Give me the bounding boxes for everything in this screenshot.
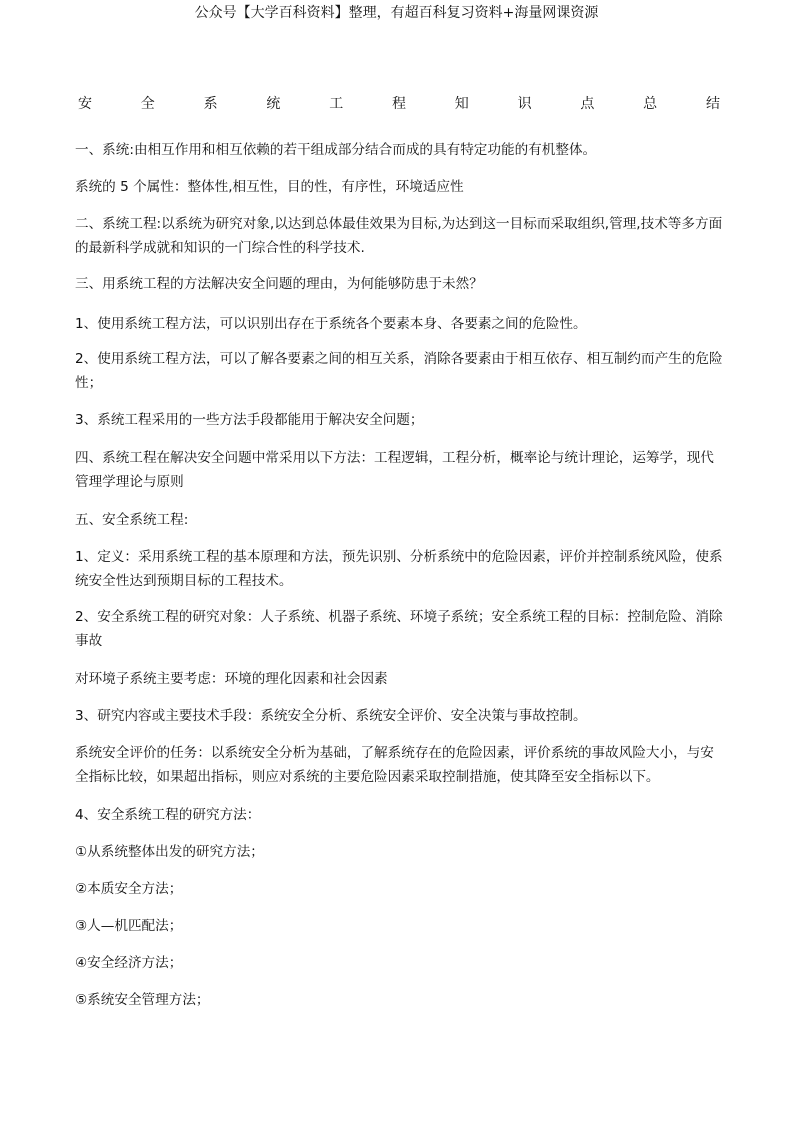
list-item: ②本质安全方法； — [75, 881, 183, 897]
paragraph: 五、安全系统工程: — [75, 512, 189, 528]
list-item: ④安全经济方法； — [75, 955, 183, 971]
paragraph: 3、系统工程采用的一些方法手段都能用于解决安全问题； — [75, 412, 424, 428]
title-char: 程 — [391, 96, 406, 112]
paragraph: 2、安全系统工程的研究对象：人子系统、机器子系统、环境子系统；安全系统工程的目标：控制危险、消除事故 — [75, 609, 723, 649]
list-item: ③人—机匹配法； — [75, 918, 183, 934]
title-char: 点 — [580, 96, 595, 112]
document-title — [78, 93, 720, 113]
paragraph: 一、系统:由相互作用和相互依赖的若干组成部分结合而成的具有特定功能的有机整体。 — [75, 142, 597, 158]
title-char: 系 — [203, 96, 218, 112]
paragraph: 1、定义：采用系统工程的基本原理和方法，预先识别、分析系统中的危险因素，评价并控制系统风险，使系统安全性达到预期目标的工程技术。 — [75, 549, 723, 589]
title-char: 知 — [454, 96, 469, 112]
paragraph: 系统安全评价的任务：以系统安全分析为基础，了解系统存在的危险因素，评价系统的事故风险大小，与安全指标比较，如果超出指标，则应对系统的主要危险因素采取控制措施，使其降至安全指标以下。 — [75, 745, 714, 785]
paragraph: 系统的 5 个属性：整体性,相互性，目的性，有序性，环境适应性 — [75, 179, 464, 195]
title-char: 全 — [140, 96, 155, 112]
page-header: 公众号【大学百科资料】整理，有超百科复习资料+海量网课资源 — [194, 5, 599, 21]
title-char: 结 — [705, 96, 720, 112]
paragraph: 对环境子系统主要考虑：环境的理化因素和社会因素 — [75, 671, 388, 687]
title-char: 统 — [266, 96, 281, 112]
title-char: 工 — [329, 96, 344, 112]
paragraph: 4、安全系统工程的研究方法： — [75, 807, 261, 823]
paragraph: 3、研究内容或主要技术手段：系统安全分析、系统安全评价、安全决策与事故控制。 — [75, 708, 587, 724]
paragraph: 三、用系统工程的方法解决安全问题的理由，为何能够防患于未然？ — [75, 276, 483, 292]
title-char: 安 — [78, 96, 92, 112]
title-char: 识 — [517, 96, 532, 112]
paragraph: 四、系统工程在解决安全问题中常采用以下方法：工程逻辑，工程分析，概率论与统计理论，运筹学，现代管理学理论与原则 — [75, 450, 714, 490]
paragraph: 二、系统工程:以系统为研究对象,以达到总体最佳效果为目标,为达到这一目标而采取组织,管理,技术等多方面的最新科学成就和知识的一门综合性的科学技术. — [75, 216, 723, 256]
title-char: 总 — [643, 96, 658, 112]
paragraph: 1、使用系统工程方法，可以识别出存在于系统各个要素本身、各要素之间的危险性。 — [75, 316, 587, 332]
paragraph: 2、使用系统工程方法，可以了解各要素之间的相互关系，消除各要素由于相互依存、相互制约而产生的危险性； — [75, 351, 723, 391]
list-item: ⑤系统安全管理方法； — [75, 992, 210, 1008]
list-item: ①从系统整体出发的研究方法； — [75, 844, 264, 860]
